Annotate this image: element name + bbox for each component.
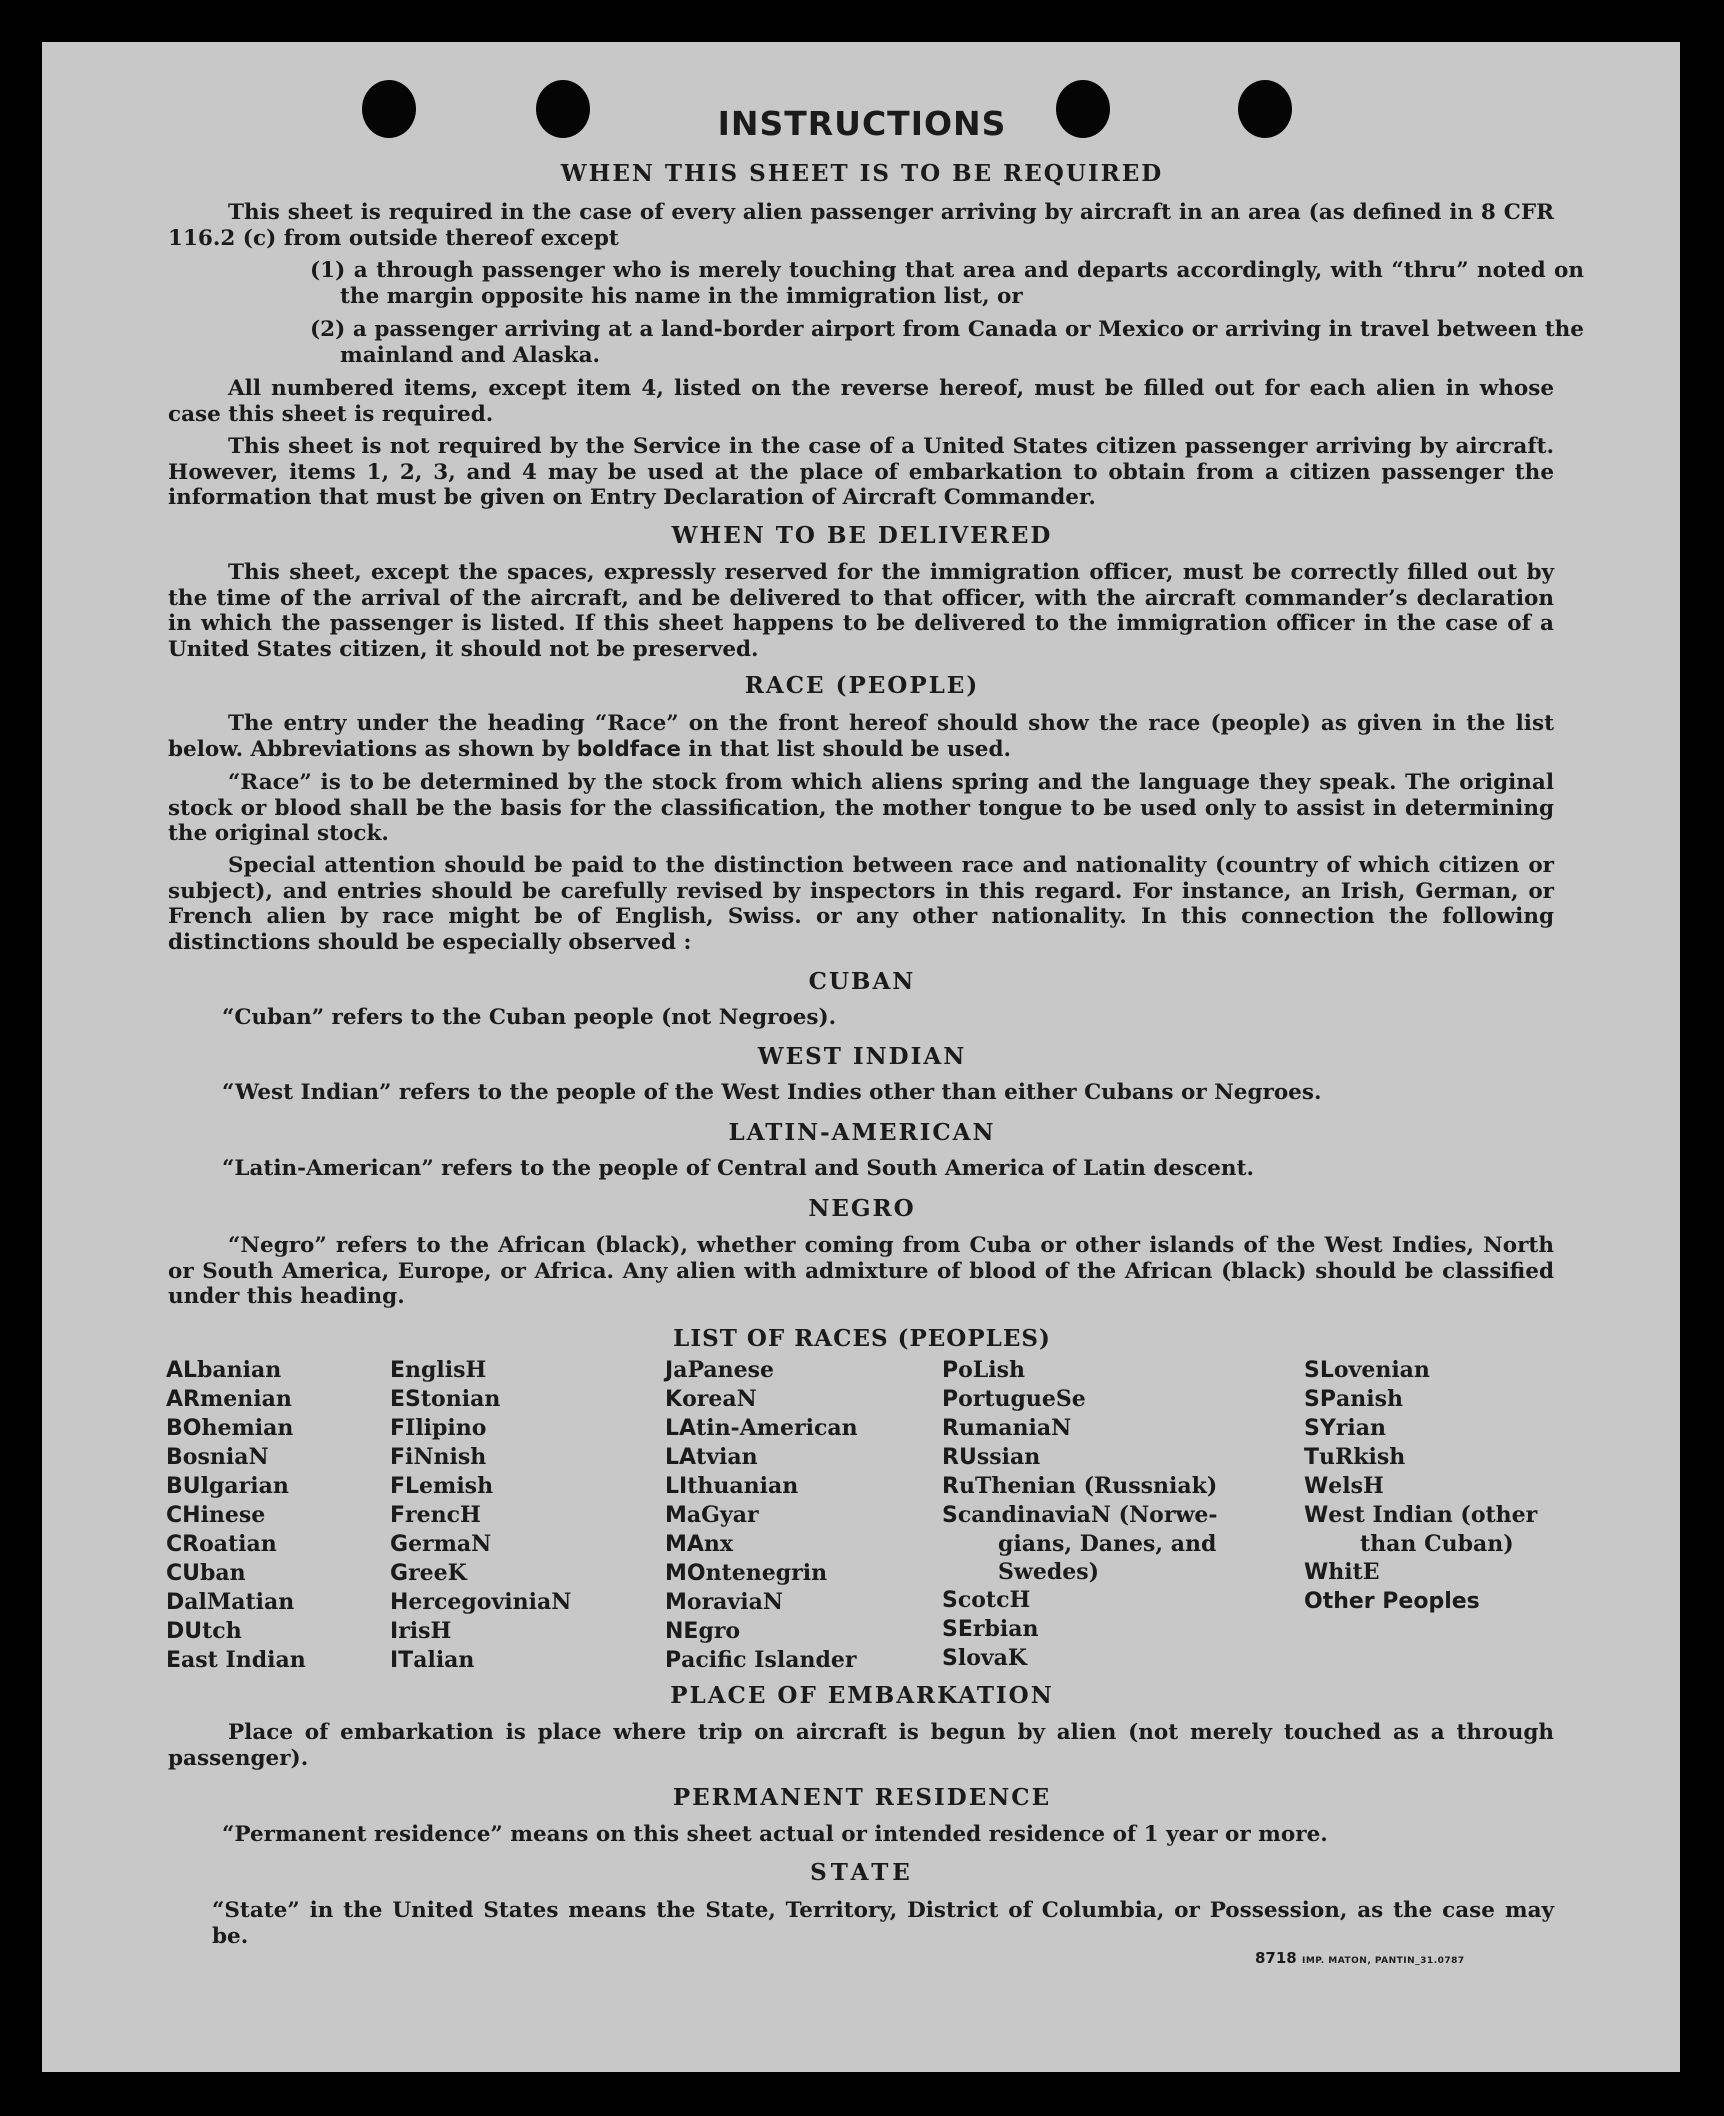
race-rest: hemian (201, 1415, 294, 1441)
race-rest: tonian (420, 1386, 501, 1412)
paragraph: “State” in the United States means the State, Territory, District of Columbia, or Possession, as the case may be. (212, 1898, 1554, 1949)
race-item (942, 1443, 1218, 1472)
race-item (390, 1530, 571, 1559)
race-item (166, 1472, 306, 1501)
race-item (166, 1414, 306, 1443)
race-abbreviation: G (390, 1532, 409, 1557)
race-item (390, 1588, 571, 1617)
race-abbreviation: E (166, 1648, 182, 1673)
race-item (942, 1644, 1218, 1673)
race-item (1304, 1501, 1537, 1530)
paragraph: The entry under the heading “Race” on the front hereof should show the race (people) as given in the list below. Abbreviations as shown by boldface in that list should be used. (168, 711, 1554, 762)
paragraph: “Negro” refers to the African (black), whether coming from Cuba or other islands of the West Indies, North or South America, Europe, or Africa. Any alien with admixture of blood of the African (black) should be classified under this heading. (168, 1233, 1554, 1309)
race-abbreviation: LI (665, 1474, 688, 1499)
race-item (942, 1356, 1218, 1385)
race-rest: tch (202, 1618, 242, 1644)
paragraph: This sheet is required in the case of every alien passenger arriving by aircraft in an area (as defined in 8 CFR 116.2 (c) from outside thereof except (168, 200, 1554, 251)
race-rest: ortugueSe (958, 1386, 1086, 1412)
race-rest: uThenian (Russniak) (958, 1473, 1218, 1499)
race-abbreviation: M (665, 1590, 687, 1615)
race-abbreviation: AL (166, 1358, 198, 1383)
race-abbreviation: NE (665, 1619, 699, 1644)
race-abbreviation: BO (166, 1416, 202, 1441)
paragraph: This sheet, except the spaces, expressly reserved for the immigration officer, must be correctly filled out by the time of the arrival of the aircraft, and be delivered to that officer, with the aircraft commander’s declaration in which the passenger is listed. If this sheet happens to be delivered to the immigration officer in the case of a United States citizen, it should not be preserved. (168, 560, 1554, 662)
race-abbreviation: F (390, 1445, 406, 1470)
race-item (1304, 1443, 1537, 1472)
race-item (665, 1356, 858, 1385)
race-rest: tvian (696, 1444, 758, 1470)
race-abbreviation: R (942, 1474, 959, 1499)
race-abbreviation: F (390, 1503, 406, 1528)
races-column-5 (1304, 1356, 1537, 1616)
race-item (665, 1501, 858, 1530)
race-item (665, 1472, 858, 1501)
race-abbreviation: SY (1304, 1416, 1336, 1441)
race-item (390, 1617, 571, 1646)
printer-imprint: IMP. MATON, PANTIN_31.0787 (1301, 1956, 1465, 1966)
race-item (166, 1617, 306, 1646)
race-abbreviation: P (942, 1358, 959, 1383)
race-item: than Cuban) (1360, 1531, 1514, 1557)
race-item (1304, 1385, 1537, 1414)
race-abbreviation: CH (166, 1503, 201, 1528)
race-abbreviation: CU (166, 1561, 201, 1586)
race-abbreviation: R (942, 1416, 959, 1441)
race-item (942, 1501, 1218, 1530)
race-item: Swedes) (998, 1559, 1099, 1585)
race-rest: aGyar (686, 1502, 759, 1528)
heading-place-of-embarkation: PLACE OF EMBARKATION (670, 1682, 1054, 1709)
races-column-1 (166, 1356, 306, 1675)
boldface-word: boldface (576, 736, 681, 762)
race-abbreviation: Other Peoples (1304, 1589, 1480, 1614)
race-abbreviation: DU (166, 1619, 203, 1644)
race-abbreviation: J (665, 1358, 674, 1383)
race-abbreviation: H (390, 1590, 409, 1615)
heading-state: STATE (810, 1859, 914, 1886)
heading-list-of-races: LIST OF RACES (PEOPLES) (673, 1325, 1051, 1352)
race-rest: ntenegrin (705, 1560, 828, 1586)
list-item: (1) a through passenger who is merely touching that area and departs accordingly, with “thru” noted on the margin opposite his name in the immigration list, or (310, 258, 1584, 309)
race-rest: oatian (199, 1531, 277, 1557)
race-item (1304, 1414, 1537, 1443)
race-item (390, 1414, 571, 1443)
race-rest: inese (200, 1502, 266, 1528)
race-abbreviation: P (665, 1648, 682, 1673)
race-rest: oraviaN (686, 1589, 783, 1615)
race-abbreviation: SL (1304, 1358, 1334, 1383)
race-item (942, 1586, 1218, 1615)
race-rest: cotcH (957, 1587, 1031, 1613)
race-item (942, 1414, 1218, 1443)
race-item (390, 1356, 571, 1385)
race-rest: nx (703, 1531, 734, 1557)
heading-when-delivered: WHEN TO BE DELIVERED (671, 522, 1053, 549)
race-abbreviation: LA (665, 1416, 697, 1441)
race-rest: lgarian (200, 1473, 289, 1499)
race-abbreviation: BU (166, 1474, 201, 1499)
heading-race: RACE (PEOPLE) (744, 672, 980, 699)
race-rest: rencH (405, 1502, 481, 1528)
race-item (1304, 1558, 1537, 1587)
race-item (390, 1501, 571, 1530)
race-item (665, 1559, 858, 1588)
race-abbreviation: E (390, 1358, 406, 1383)
race-item (166, 1356, 306, 1385)
race-rest: anish (1335, 1386, 1403, 1412)
race-item (665, 1530, 858, 1559)
races-column-2 (390, 1356, 571, 1675)
race-rest: rian (1335, 1415, 1386, 1441)
race-rest: nglisH (405, 1357, 487, 1383)
race-abbreviation: W (1304, 1503, 1329, 1528)
form-number: 8718 (1255, 1949, 1297, 1967)
race-rest: ovenian (1333, 1357, 1430, 1383)
race-item (942, 1615, 1218, 1644)
race-abbreviation: AR (166, 1387, 200, 1412)
paragraph: “West Indian” refers to the people of the West Indies other than either Cubans or Negroes. (222, 1080, 1322, 1105)
race-item (1304, 1356, 1537, 1385)
race-item (942, 1385, 1218, 1414)
paragraph: All numbered items, except item 4, listed on the reverse hereof, must be filled out for each alien in whose case this sheet is required. (168, 376, 1554, 427)
race-abbreviation: S (942, 1503, 958, 1528)
race-rest: lovaK (957, 1645, 1028, 1671)
paragraph: “Race” is to be determined by the stock from which aliens spring and the language they speak. The original stock or blood shall be the basis for the classification, the mother tongue to be used only to assist in determining the original stock. (168, 770, 1554, 846)
race-abbreviation: S (942, 1588, 958, 1613)
race-abbreviation: SE (942, 1617, 973, 1642)
heading-permanent-residence: PERMANENT RESIDENCE (672, 1784, 1052, 1811)
race-item (390, 1472, 571, 1501)
race-item: gians, Danes, and (998, 1531, 1217, 1557)
race-abbreviation: B (166, 1445, 183, 1470)
race-rest: aPanese (673, 1357, 775, 1383)
paragraph: Special attention should be paid to the distinction between race and nationality (country of which citizen or subject), and entries should be carefully revised by inspectors in this regard. For instance, an Irish, German, or French alien by race might be of English, Swiss. or any other nationality. In this connection the following distinctions should be especially observed : (168, 853, 1554, 955)
race-rest: elsH (1328, 1473, 1384, 1499)
race-rest: hitE (1328, 1559, 1380, 1585)
race-abbreviation: IT (390, 1648, 414, 1673)
race-item (390, 1443, 571, 1472)
race-rest: tin-American (696, 1415, 858, 1441)
race-abbreviation: S (942, 1646, 958, 1671)
race-item (665, 1617, 858, 1646)
race-item (665, 1414, 858, 1443)
race-abbreviation: W (1304, 1560, 1329, 1585)
race-abbreviation: LA (665, 1445, 697, 1470)
heading-cuban: CUBAN (808, 968, 916, 995)
race-abbreviation: G (390, 1561, 409, 1586)
paragraph: “Latin-American” refers to the people of Central and South America of Latin descent. (222, 1156, 1254, 1181)
page-title: INSTRUCTIONS (717, 104, 1007, 143)
race-abbreviation: FL (390, 1474, 420, 1499)
races-column-3 (665, 1356, 858, 1675)
race-item (665, 1646, 858, 1675)
race-rest: candinaviaN (Norwe- (957, 1502, 1218, 1528)
race-rest: risH (398, 1618, 452, 1644)
race-rest: alMatian (184, 1589, 295, 1615)
race-rest: gro (698, 1618, 741, 1644)
race-rest: osniaN (182, 1444, 269, 1470)
heading-negro: NEGRO (808, 1195, 916, 1222)
race-item (390, 1646, 571, 1675)
race-rest: emish (419, 1473, 494, 1499)
race-item (942, 1472, 1218, 1501)
race-item (166, 1588, 306, 1617)
race-rest: menian (199, 1386, 292, 1412)
race-rest: ermaN (408, 1531, 492, 1557)
race-rest: iNnish (405, 1444, 487, 1470)
race-item (1304, 1472, 1537, 1501)
race-abbreviation: P (942, 1387, 959, 1412)
race-item (166, 1559, 306, 1588)
heading-west-indian: WEST INDIAN (757, 1043, 967, 1070)
race-item (166, 1530, 306, 1559)
race-abbreviation: MA (665, 1532, 704, 1557)
race-rest: alian (413, 1647, 475, 1673)
race-item (390, 1385, 571, 1414)
race-abbreviation: D (166, 1590, 185, 1615)
race-rest: ban (200, 1560, 246, 1586)
race-abbreviation: MO (665, 1561, 706, 1586)
race-rest: acific Islander (681, 1647, 857, 1673)
race-rest: ssian (976, 1444, 1041, 1470)
paragraph: This sheet is not required by the Service in the case of a United States citizen passenger arriving by aircraft. However, items 1, 2, 3, and 4 may be used at the place of embarkation to obtain from a citizen passenger the information that must be given on Entry Declaration of Aircraft Commander. (168, 434, 1554, 510)
race-rest: Ilipino (405, 1415, 487, 1441)
race-abbreviation: SP (1304, 1387, 1336, 1412)
race-item (166, 1646, 306, 1675)
race-item (390, 1559, 571, 1588)
race-rest: oreaN (682, 1386, 757, 1412)
race-item (665, 1443, 858, 1472)
race-item (166, 1443, 306, 1472)
race-abbreviation: F (390, 1416, 406, 1441)
race-abbreviation: RU (942, 1445, 977, 1470)
heading-when-required: WHEN THIS SHEET IS TO BE REQUIRED (560, 160, 1164, 187)
heading-latin-american: LATIN-AMERICAN (728, 1119, 996, 1146)
race-item (166, 1385, 306, 1414)
race-item (665, 1385, 858, 1414)
race-item (665, 1588, 858, 1617)
race-rest: banian (197, 1357, 282, 1383)
race-abbreviation: CR (166, 1532, 200, 1557)
race-rest: uRkish (1319, 1444, 1406, 1470)
list-item: (2) a passenger arriving at a land-border airport from Canada or Mexico or arriving in travel between the mainland and Alaska. (310, 317, 1584, 368)
race-rest: rbian (972, 1616, 1039, 1642)
race-item (1304, 1587, 1537, 1616)
paragraph: Place of embarkation is place where trip on aircraft is begun by alien (not merely touched as a through passenger). (168, 1720, 1554, 1771)
paragraph: “Permanent residence” means on this sheet actual or intended residence of 1 year or more. (222, 1822, 1328, 1847)
race-rest: ast Indian (181, 1647, 306, 1673)
race-abbreviation: ES (390, 1387, 421, 1412)
race-rest: ercegoviniaN (408, 1589, 572, 1615)
race-abbreviation: K (665, 1387, 683, 1412)
race-abbreviation: T (1304, 1445, 1320, 1470)
paragraph: “Cuban” refers to the Cuban people (not Negroes). (222, 1005, 837, 1030)
race-rest: est Indian (other (1328, 1502, 1538, 1528)
race-abbreviation: I (390, 1619, 399, 1644)
race-rest: oLish (958, 1357, 1026, 1383)
race-abbreviation: W (1304, 1474, 1329, 1499)
race-rest: umaniaN (958, 1415, 1072, 1441)
race-item (166, 1501, 306, 1530)
races-column-4 (942, 1356, 1218, 1673)
form-footer (1255, 1949, 1465, 1967)
race-rest: reeK (408, 1560, 467, 1586)
race-abbreviation: M (665, 1503, 687, 1528)
race-rest: thuanian (687, 1473, 799, 1499)
